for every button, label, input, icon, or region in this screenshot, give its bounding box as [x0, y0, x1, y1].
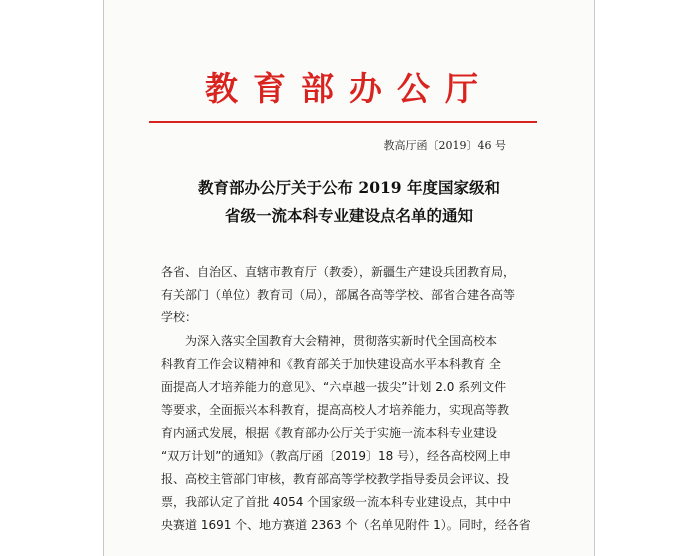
body-paragraph-line: “双万计划”的通知》（教高厅函〔2019〕18 号），经各高校网上申 [161, 449, 512, 463]
body-paragraph-line: 为深入落实全国教育大会精神，贯彻落实新时代全国高校本 [185, 334, 498, 348]
document-title-line: 教育部办公厅关于公布 2019 年度国家级和 [198, 178, 500, 197]
body-paragraph-line: 票，我部认定了首批 4054 个国家级一流本科专业建设点，其中中 [161, 495, 512, 509]
addressee-line: 各省、自治区、直辖市教育厅（教委），新疆生产建设兵团教育局， [161, 265, 516, 279]
letterhead-title: 教育部办公厅 [205, 69, 493, 108]
body-paragraph-line: 报、高校主管部门审核，教育部高等学校教学指导委员会评议、投 [161, 472, 510, 486]
letterhead-red-rule [149, 121, 537, 123]
body-paragraph-line: 育内涵式发展，根据《教育部办公厅关于实施一流本科专业建设 [161, 426, 498, 440]
body-paragraph-line: 科教育工作会议精神和《教育部关于加快建设高水平本科教育 全 [161, 357, 501, 371]
body-paragraph-line: 面提高人才培养能力的意见》、“六卓越一拔尖”计划 2.0 系列文件 [161, 380, 507, 394]
addressee-line: 学校： [161, 310, 198, 324]
body-paragraph-line: 央赛道 1691 个、地方赛道 2363 个（名单见附件 1）。同时，经各省 [161, 518, 531, 532]
document-number: 教高厅函〔2019〕46 号 [383, 139, 506, 152]
body-paragraph-line: 等要求，全面振兴本科教育，提高高校人才培养能力，实现高等教 [161, 403, 510, 417]
document-page [103, 0, 595, 556]
addressee-line: 有关部门（单位）教育司（局），部属各高等学校、部省合建各高等 [161, 288, 516, 302]
document-title-line: 省级一流本科专业建设点名单的通知 [224, 206, 473, 225]
